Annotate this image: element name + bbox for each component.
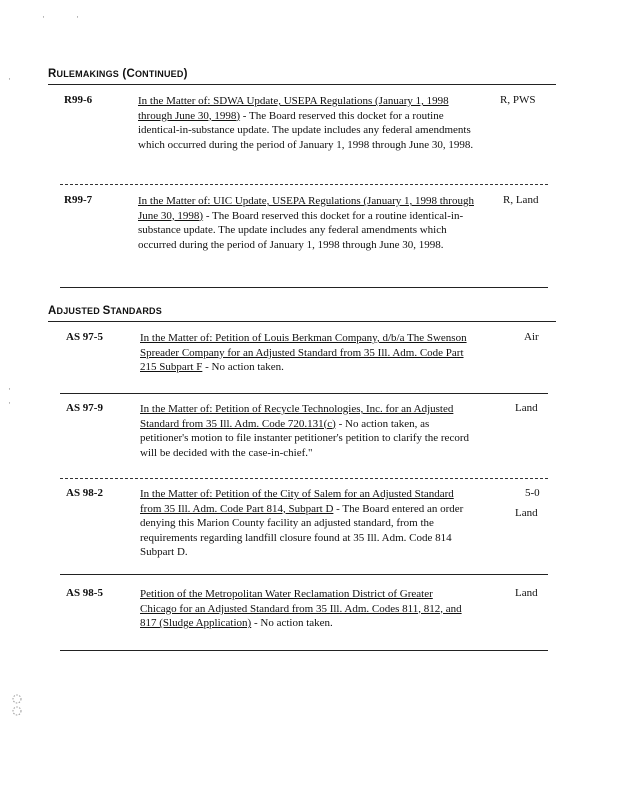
docket-code: AS 97-5: [66, 331, 103, 343]
docket-description: In the Matter of: SDWA Update, USEPA Regulations (January 1, 1998 through June 30, 1998) - The Board reserved this docket for a routine identical-in-substance update. The update includes any federal amendments which occurred during the period of January 1, 1998 through June 30, 1998.: [138, 95, 474, 151]
docket-category: R, PWS: [500, 94, 536, 106]
entry-divider: [60, 287, 548, 288]
docket-code: R99-6: [64, 94, 93, 106]
scan-speck: ·: [8, 74, 11, 84]
docket-code: AS 97-9: [66, 402, 103, 414]
docket-title-link[interactable]: In the Matter of: Petition of the City of Salem for an Adjusted Standard from 35 Ill. Adm. Code Part 814, Subpart D: [140, 488, 454, 515]
section-rule: [48, 84, 556, 85]
docket-description: Petition of the Metropolitan Water Reclamation District of Greater Chicago for an Adjusted Standard from 35 Ill. Adm. Codes 811, 812, and 817 (Sludge Application) - No action taken.: [140, 588, 462, 630]
binder-hole-mark: [6, 690, 28, 720]
docket-description: In the Matter of: UIC Update, USEPA Regulations (January 1, 1998 through June 30, 1998) - The Board reserved this docket for a routine identical-in-substance update. The update includes any federal amendments which occurred during the period of January 1, 1998 through June 30, 1998.: [138, 195, 474, 251]
docket-category: Land: [515, 402, 538, 414]
entry-divider: [60, 478, 548, 479]
docket-code: R99-7: [64, 194, 93, 206]
docket-description: In the Matter of: Petition of Louis Berkman Company, d/b/a The Swenson Spreader Company for an Adjusted Standard from 35 Ill. Adm. Code Part 215 Subpart F - No action taken.: [140, 332, 467, 374]
entry-divider: [60, 393, 548, 394]
docket-description: In the Matter of: Petition of Recycle Technologies, Inc. for an Adjusted Standard from 35 Ill. Adm. Code 720.131(c) - No action taken, as petitioner's motion to file instanter petitioner's petition to clarify the record will be decided with the case-in-chief.": [140, 403, 469, 459]
docket-title-link[interactable]: Petition of the Metropolitan Water Reclamation District of Greater Chicago for an Adjusted Standard from 35 Ill. Adm. Codes 811, 812, and 817 (Sludge Application): [140, 588, 462, 630]
docket-code: AS 98-2: [66, 487, 103, 499]
docket-description: In the Matter of: Petition of the City of Salem for an Adjusted Standard from 35 Ill. Adm. Code Part 814, Subpart D - The Board entered an order denying this Marion County facility an adjusted standard, from the requirements regarding landfill closure found at 35 Ill. Adm. Code 814 Subpart D.: [140, 488, 464, 559]
docket-category: Air: [524, 331, 539, 343]
entry-divider: [60, 574, 548, 575]
section-rule: [48, 321, 556, 322]
scan-speck: ·: [8, 398, 11, 408]
vote-count: 5-0: [525, 487, 540, 499]
docket-code: AS 98-5: [66, 587, 103, 599]
section-title-adjusted-standards: ADJUSTED STANDARDS: [48, 305, 162, 317]
docket-category: Land: [515, 587, 538, 599]
docket-category: R, Land: [503, 194, 539, 206]
entry-divider: [60, 650, 548, 651]
entry-divider: [60, 184, 548, 185]
scan-speck: ·: [42, 12, 45, 22]
section-title-rulemakings: RULEMAKINGS (CONTINUED): [48, 68, 188, 80]
scan-speck: ·: [8, 384, 11, 394]
docket-title-link[interactable]: In the Matter of: Petition of Recycle Technologies, Inc. for an Adjusted Standard from 35 Ill. Adm. Code 720.131(c): [140, 403, 454, 430]
docket-title-link[interactable]: In the Matter of: SDWA Update, USEPA Regulations (January 1, 1998 through June 30, 1998): [138, 95, 449, 122]
docket-title-link[interactable]: In the Matter of: UIC Update, USEPA Regulations (January 1, 1998 through June 30, 1998): [138, 195, 474, 222]
docket-category: Land: [515, 507, 538, 519]
docket-title-link[interactable]: In the Matter of: Petition of Louis Berkman Company, d/b/a The Swenson Spreader Company for an Adjusted Standard from 35 Ill. Adm. Code Part 215 Subpart F: [140, 332, 467, 374]
scan-speck: ·: [76, 12, 79, 22]
